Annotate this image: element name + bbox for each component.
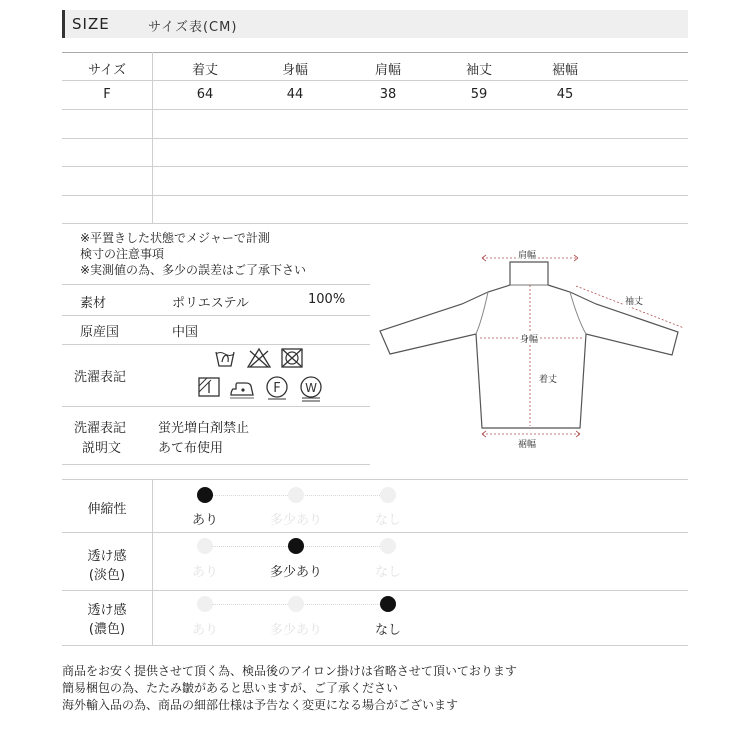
- prop-rule: [62, 532, 688, 533]
- prop-divider: [152, 479, 153, 645]
- scale-dot: [197, 596, 213, 612]
- spec-rule: [62, 315, 370, 316]
- table-rule: [62, 52, 688, 53]
- col-header-length: 着丈: [191, 63, 218, 78]
- spec-rule: [62, 406, 370, 407]
- wet-clean-w-icon: [298, 376, 324, 402]
- diagram-label-length: 着丈: [538, 372, 558, 385]
- footer-note-packaging: 簡易梱包の為、たたみ皺があると思いますが、ご了承ください: [62, 681, 399, 695]
- note-measure: ※平置きした状態でメジャーで計測: [80, 231, 270, 245]
- dry-clean-f-icon: [264, 376, 290, 400]
- prop-sublabel-light: (淡色): [88, 568, 126, 583]
- scale-label: なし: [374, 565, 401, 580]
- scale-dot: [380, 596, 396, 612]
- diagram-label-shoulder: 肩幅: [517, 248, 537, 261]
- col-header-sleeve: 袖丈: [465, 63, 492, 78]
- spec-rule: [62, 344, 370, 345]
- col-header-size: サイズ: [88, 63, 126, 78]
- footer-note-ironing: 商品をお安く提供させて頂く為、検品後のアイロン掛けは省略させて頂いております: [62, 664, 517, 678]
- origin-value: 中国: [172, 325, 199, 340]
- scale-dot: [288, 596, 304, 612]
- garment-diagram: [372, 240, 690, 460]
- prop-rule: [62, 590, 688, 591]
- svg-text:W: W: [305, 381, 317, 395]
- cell-length: 64: [196, 87, 214, 102]
- cell-size: F: [103, 87, 111, 102]
- section-subtitle: サイズ表(CM): [148, 20, 238, 35]
- drip-dry-shade-icon: [197, 376, 221, 398]
- care-desc-label-1: 洗濯表記: [74, 421, 127, 436]
- table-rule: [62, 195, 688, 196]
- cell-hem: 45: [556, 87, 574, 102]
- prop-label-sheer-dark: 透け感: [87, 603, 127, 618]
- sweater-outline-icon: [380, 262, 678, 428]
- diagram-label-hem: 裾幅: [517, 437, 537, 450]
- material-label: 素材: [80, 296, 107, 311]
- col-header-shoulder: 肩幅: [374, 63, 401, 78]
- origin-label: 原産国: [80, 325, 120, 340]
- diagram-label-sleeve: 袖丈: [624, 294, 644, 307]
- scale-label: あり: [191, 513, 218, 528]
- cell-chest: 44: [286, 87, 304, 102]
- material-value: ポリエステル: [172, 296, 249, 311]
- footer-note-specs: 海外輸入品の為、商品の細部仕様は予告なく変更になる場合がございます: [62, 698, 459, 712]
- table-rule: [62, 109, 688, 110]
- prop-rule: [62, 479, 688, 480]
- scale-dot: [288, 538, 304, 554]
- cell-shoulder: 38: [379, 87, 397, 102]
- col-header-hem: 裾幅: [551, 63, 578, 78]
- table-rule: [62, 80, 688, 81]
- care-label: 洗濯表記: [74, 370, 127, 385]
- care-desc-label-2: 説明文: [82, 441, 122, 456]
- prop-label-sheer-light: 透け感: [87, 549, 127, 564]
- iron-low-icon: [228, 377, 256, 399]
- scale-label: 多少あり: [269, 565, 322, 580]
- prop-label-stretch: 伸縮性: [87, 502, 127, 517]
- scale-dot: [197, 487, 213, 503]
- prop-rule: [62, 645, 688, 646]
- table-divider: [152, 52, 153, 223]
- scale-dot: [288, 487, 304, 503]
- prop-sublabel-dark: (濃色): [88, 622, 126, 637]
- spec-rule: [62, 284, 370, 285]
- care-desc-value-2: あて布使用: [158, 441, 224, 456]
- scale-label: なし: [374, 513, 401, 528]
- hand-wash-icon: [214, 346, 236, 370]
- section-title: SIZE: [72, 15, 110, 33]
- spec-rule: [62, 464, 370, 465]
- svg-text:F: F: [273, 381, 281, 396]
- col-header-chest: 身幅: [281, 63, 308, 78]
- diagram-label-chest: 身幅: [519, 332, 539, 345]
- scale-dot: [197, 538, 213, 554]
- scale-dot: [380, 487, 396, 503]
- scale-label: あり: [191, 623, 218, 638]
- care-desc-value-1: 蛍光増白剤禁止: [158, 421, 250, 436]
- no-bleach-icon: [246, 347, 272, 369]
- scale-dot: [380, 538, 396, 554]
- scale-label: 多少あり: [269, 623, 322, 638]
- scale-label: 多少あり: [269, 513, 322, 528]
- table-rule: [62, 223, 688, 224]
- material-percent: 100%: [308, 292, 346, 307]
- scale-label: あり: [191, 565, 218, 580]
- no-tumble-dry-icon: [280, 347, 304, 369]
- scale-label: なし: [374, 623, 401, 638]
- table-rule: [62, 166, 688, 167]
- note-caution: 検寸の注意事項: [80, 247, 165, 261]
- cell-sleeve: 59: [470, 87, 488, 102]
- note-tolerance: ※実測値の為、多少の誤差はご了承下さい: [80, 263, 307, 277]
- table-rule: [62, 138, 688, 139]
